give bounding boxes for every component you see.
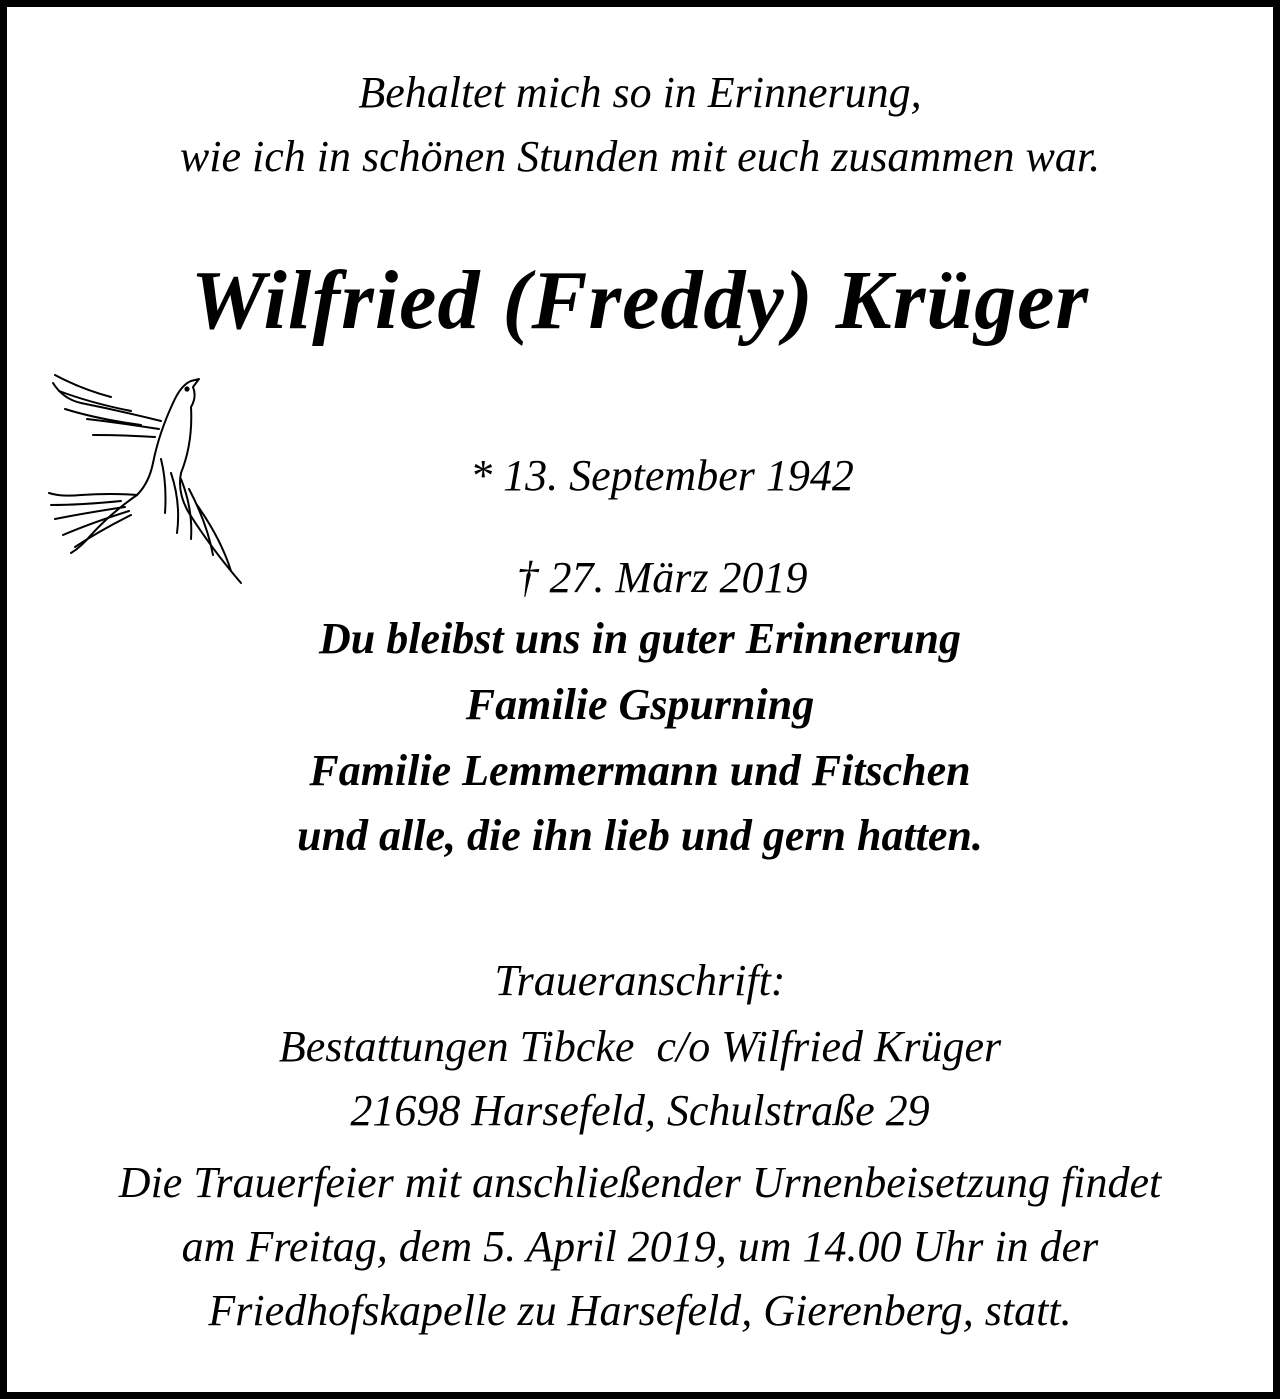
birth-date: * 13. September 1942 — [470, 451, 854, 500]
deceased-name: Wilfried (Freddy) Krüger — [190, 254, 1090, 347]
address-line-2: 21698 Harsefeld, Schulstraße 29 — [350, 1086, 930, 1135]
mourner-line-3: Familie Lemmermann und Fitschen — [309, 746, 971, 795]
mourner-line-2: Familie Gspurning — [465, 680, 815, 729]
ceremony-line-1: Die Trauerfeier mit anschließender Urnenbeisetzung findet — [118, 1158, 1162, 1207]
quote-line-2: wie ich in schönen Stunden mit euch zusammen war. — [179, 132, 1101, 181]
ceremony-line-2: am Freitag, dem 5. April 2019, um 14.00 Uhr in der — [181, 1222, 1099, 1271]
mourner-line-4: und alle, die ihn lieb und gern hatten. — [297, 811, 983, 860]
death-date: † 27. März 2019 — [516, 553, 808, 602]
ceremony-line-3: Friedhofskapelle zu Harsefeld, Gierenberg, statt. — [208, 1286, 1072, 1335]
quote-line-1: Behaltet mich so in Erinnerung, — [358, 68, 922, 117]
mourner-line-1: Du bleibst uns in guter Erinnerung — [319, 614, 961, 663]
address-heading: Traueranschrift: — [494, 956, 786, 1005]
address-line-1: Bestattungen Tibcke c/o Wilfried Krüger — [278, 1022, 1002, 1071]
